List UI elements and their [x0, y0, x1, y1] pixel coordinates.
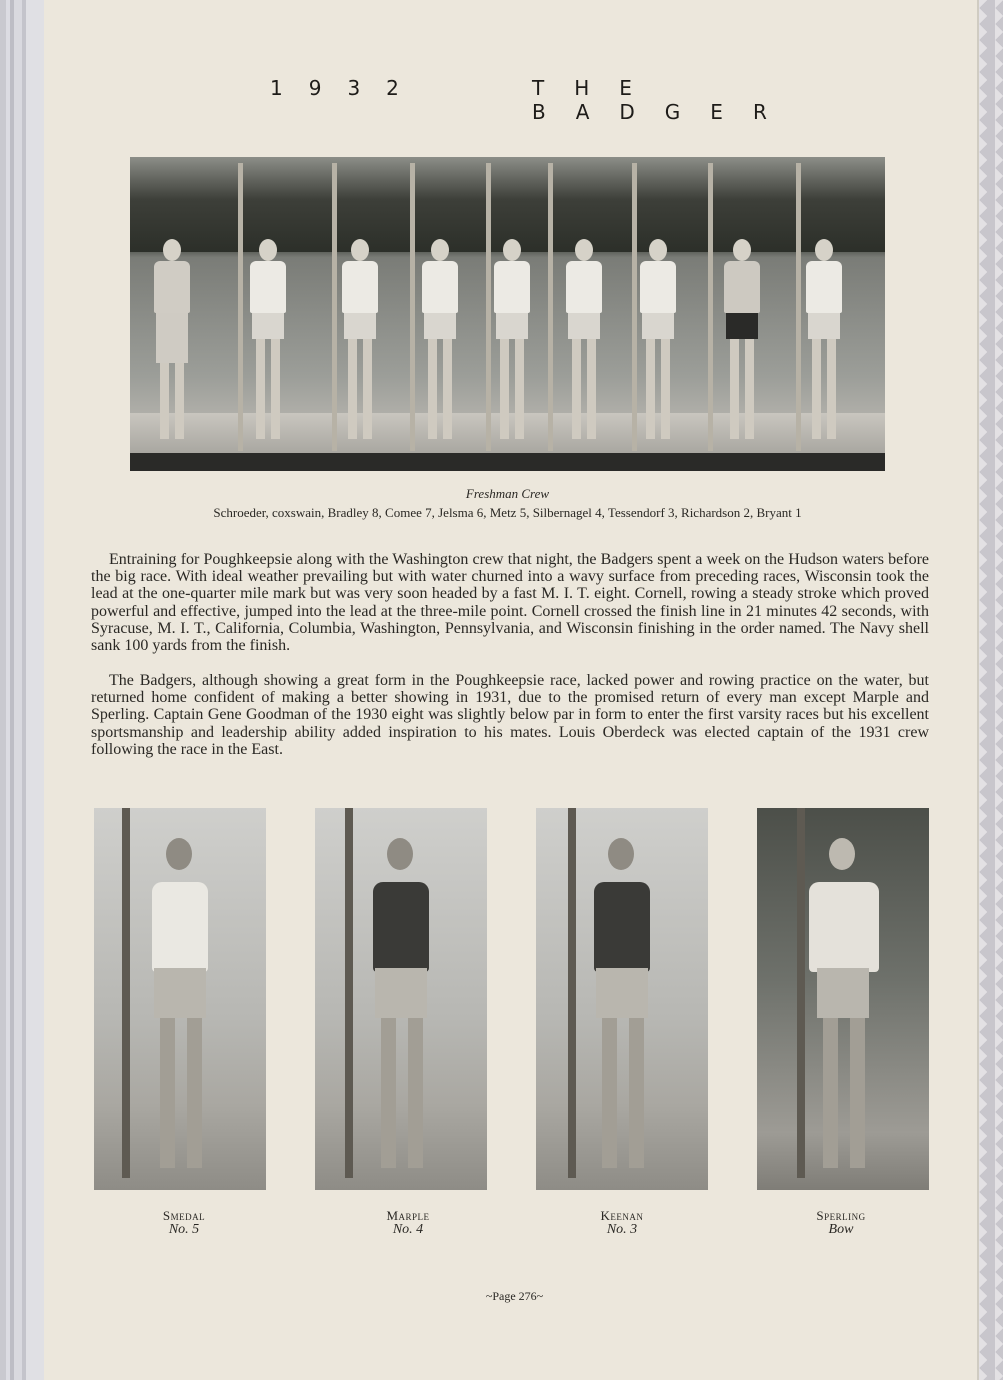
- portrait-photo-marple: [315, 808, 487, 1190]
- page-header: [270, 76, 940, 124]
- header-title: THE BADGER: [532, 76, 797, 124]
- portrait-label-keenan: [536, 1209, 708, 1237]
- paragraph-text: Entraining for Poughkeepsie along with the Washington crew that night, the Badgers spent a week on the Hudson waters before the big race. With ideal weather prevailing but with water churned into a wavy surface from preceding races, Wisconsin took the lead at the one-quarter mile mark but was very soon headed by a fast M. I. T. eight. Cornell, rowing a steady stroke which proved powerful and effective, jumped into the lead at the three-mile point. Cornell crossed the finish line in 21 minutes 42 seconds, with Syracuse, M. I. T., California, Columbia, Washington, Pennsylvania, and Wisconsin finishing in the order named. The Navy shell sank 100 yards from the finish.: [91, 551, 929, 655]
- rower-name: Smedal: [162, 1208, 206, 1223]
- left-binding-strip: [0, 0, 44, 1380]
- page-number-text: ~Page 276~: [485, 1289, 544, 1303]
- portrait-label-smedal: [98, 1209, 270, 1237]
- rower-position: Bow: [828, 1222, 854, 1237]
- crew-caption-title: Freshman Crew: [465, 486, 550, 501]
- paragraph-text: The Badgers, although showing a great form in the Poughkeepsie race, lacked power and rowing practice on the water, but returned home confident of making a better showing in 1931, due to the promised return of every man except Marple and Sperling. Captain Gene Goodman of the 1930 eight was slightly below par in form to enter the first varsity races but his excellent sportsmanship and leadership ability added inspiration to his mates. Louis Oberdeck was elected captain of the 1931 crew following the race in the East.: [91, 672, 929, 758]
- page-number: [0, 1289, 1003, 1304]
- body-paragraph-2: [91, 672, 929, 758]
- portrait-photo-keenan: [536, 808, 708, 1190]
- rower-position: No. 4: [392, 1222, 424, 1237]
- portrait-photo-sperling: [757, 808, 929, 1190]
- header-year: 1932: [270, 76, 425, 100]
- rower-name: Keenan: [600, 1208, 644, 1223]
- portrait-label-marple: [322, 1209, 494, 1237]
- crew-caption-names: Schroeder, coxswain, Bradley 8, Comee 7, Jelsma 6, Metz 5, Silbernagel 4, Tessendorf 3, Richardson 2, Bryant 1: [213, 505, 802, 520]
- rower-position: No. 3: [606, 1222, 638, 1237]
- rower-name: Marple: [386, 1208, 430, 1223]
- body-paragraph-1: [91, 551, 929, 654]
- page-edge: [977, 0, 979, 1380]
- right-decorative-border: [979, 0, 1003, 1380]
- freshman-crew-photo: [130, 157, 885, 471]
- rower-position: No. 5: [168, 1222, 200, 1237]
- portrait-label-sperling: [755, 1209, 927, 1237]
- portrait-photo-smedal: [94, 808, 266, 1190]
- rower-name: Sperling: [816, 1208, 866, 1223]
